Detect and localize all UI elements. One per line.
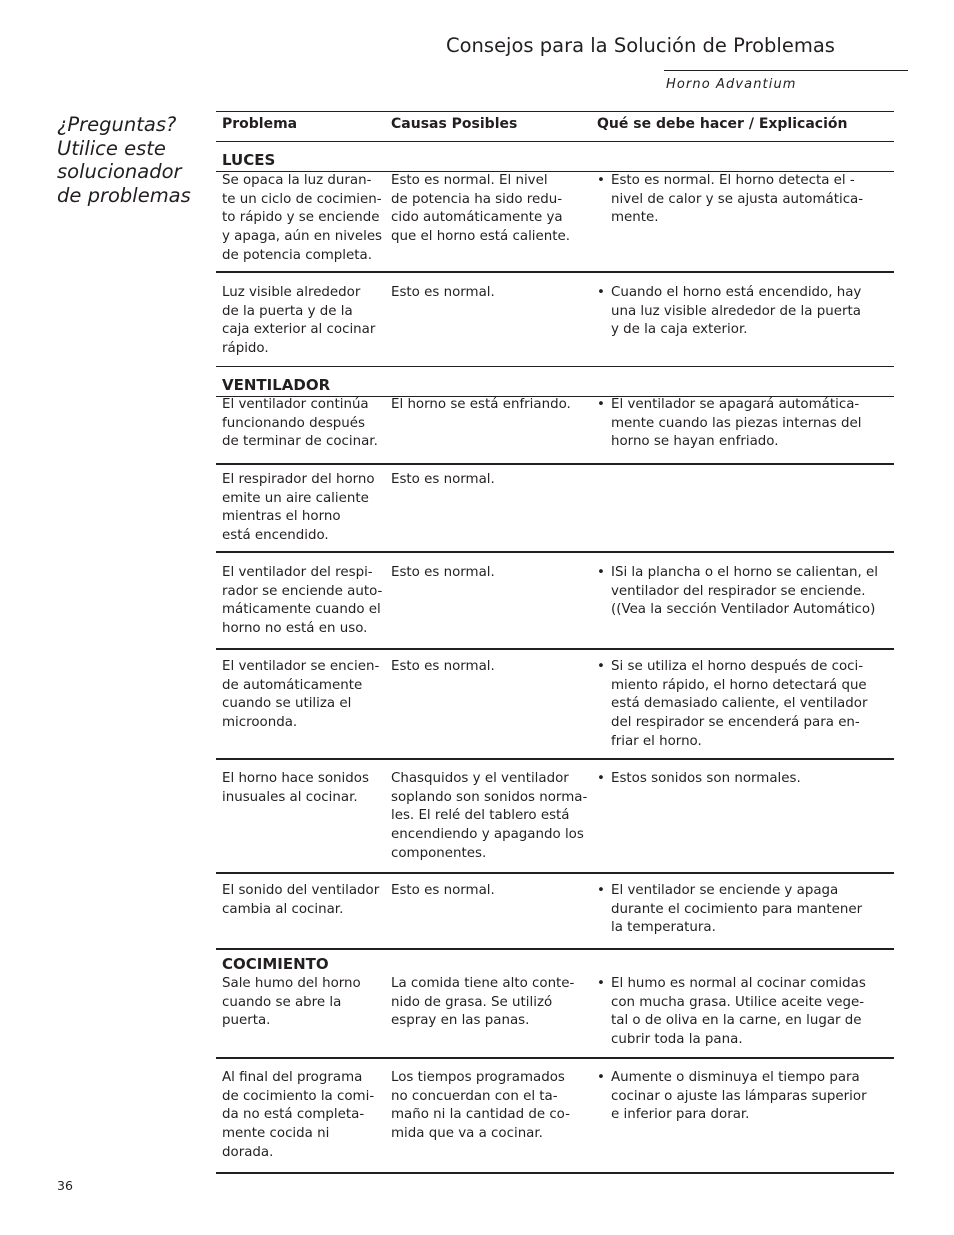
action-cell-line: y de la caja exterior. (611, 322, 748, 338)
cause-cell-line: Esto es normal. (391, 883, 495, 898)
table-rule (216, 948, 894, 950)
problem-cell (222, 1069, 374, 1163)
cause-cell (391, 770, 587, 864)
sidebar-heading-line: Utilice este (57, 136, 166, 160)
table-rule (216, 551, 894, 553)
sidebar-heading-line: de problemas (57, 183, 191, 207)
action-cell-line: cubrir toda la pana. (611, 1032, 743, 1048)
problem-cell (222, 882, 379, 919)
cause-cell-line: El horno se está enfriando. (391, 397, 571, 412)
action-cell-line: del respirador se encenderá para en- (611, 715, 860, 731)
cause-cell (391, 564, 495, 583)
cause-cell-line: no concuerdan con el ta- (391, 1088, 558, 1104)
cause-cell-line: maño ni la cantidad de co- (391, 1107, 570, 1123)
problem-cell-line: rápido. (222, 341, 269, 357)
action-cell-line: Estos sonidos son normales. (611, 771, 801, 786)
problem-cell (222, 564, 382, 639)
section-title: VENTILADOR (222, 376, 331, 394)
page-subtitle: Horno Advantium (666, 77, 797, 92)
column-header: Problema (222, 116, 298, 132)
table-rule (216, 463, 894, 465)
action-cell-line: miento rápido, el horno detectará que (611, 677, 867, 693)
cause-cell-line: Esto es normal. (391, 565, 495, 580)
problem-cell (222, 284, 375, 359)
problem-cell-line: El sonido del ventilador (222, 883, 380, 898)
sidebar-heading (57, 113, 191, 207)
cause-cell (391, 172, 570, 247)
cause-cell-line: de potencia ha sido redu- (391, 191, 563, 207)
section-title: LUCES (222, 151, 276, 169)
table-rule (216, 758, 894, 760)
problem-cell-line: rador se enciende auto- (222, 583, 383, 599)
action-cell-line: friar el horno. (611, 733, 702, 749)
action-cell-line: El humo es normal al cocinar comidas (611, 976, 866, 991)
action-cell-line: una luz visible alrededor de la puerta (611, 303, 861, 319)
action-cell (611, 172, 863, 228)
problem-cell-line: de potencia completa. (222, 247, 372, 263)
problem-cell-line: El horno hace sonidos (222, 771, 369, 786)
column-header: Causas Posibles (391, 116, 518, 132)
problem-cell-line: cuando se abre la (222, 994, 342, 1010)
problem-cell-line: Luz visible alrededor (222, 285, 361, 300)
action-cell (611, 396, 861, 452)
action-cell-line: nivel de calor y se ajusta automática- (611, 191, 864, 207)
page-number: 36 (57, 1178, 73, 1193)
problem-cell-line: de automáticamente (222, 677, 363, 693)
cause-cell (391, 975, 574, 1031)
problem-cell-line: máticamente cuando el (222, 602, 381, 618)
bullet-icon: • (597, 771, 605, 786)
action-cell-line: durante el cocimiento para mantener (611, 901, 863, 917)
problem-cell-line: está encendido. (222, 528, 329, 544)
bullet-icon: • (597, 285, 605, 300)
problem-cell (222, 770, 369, 807)
action-cell (611, 658, 867, 752)
problem-cell-line: emite un aire caliente (222, 490, 369, 506)
action-cell (611, 882, 862, 938)
problem-cell-line: caja exterior al cocinar (222, 322, 376, 338)
problem-cell (222, 471, 375, 546)
problem-cell-line: dorada. (222, 1144, 274, 1160)
problem-cell-line: Sale humo del horno (222, 976, 361, 991)
problem-cell-line: y apaga, aún en niveles (222, 229, 383, 245)
action-cell-line: mente. (611, 210, 659, 226)
problem-cell-line: de cocimiento la comi- (222, 1088, 375, 1104)
cause-cell-line: les. El relé del tablero está (391, 808, 570, 824)
problem-cell-line: microonda. (222, 715, 298, 731)
action-cell (611, 284, 861, 340)
problem-cell (222, 658, 379, 733)
cause-cell (391, 396, 571, 415)
table-rule (216, 141, 894, 142)
action-cell-line: Aumente o disminuya el tiempo para (611, 1070, 860, 1085)
action-cell-line: Si se utiliza el horno después de coci- (611, 659, 864, 674)
bullet-icon: • (597, 1070, 605, 1085)
problem-cell-line: mientras el horno (222, 509, 341, 525)
action-cell-line: horno se hayan enfriado. (611, 434, 779, 450)
cause-cell-line: que el horno está caliente. (391, 229, 570, 245)
sidebar-heading-line: solucionador (57, 160, 182, 183)
table-rule (216, 872, 894, 874)
cause-cell-line: nido de grasa. Se utilizó (391, 994, 553, 1010)
cause-cell-line: Esto es normal. (391, 472, 495, 487)
sidebar-heading-line: ¿Preguntas? (57, 113, 177, 136)
table-rule (216, 1172, 894, 1174)
problem-cell-line: cambia al cocinar. (222, 901, 344, 917)
table-rule (216, 366, 894, 367)
problem-cell-line: da no está completa- (222, 1107, 365, 1123)
action-cell-line: El ventilador se apagará automática- (611, 397, 860, 412)
action-cell-line: cocinar o ajuste las lámparas superior (611, 1088, 867, 1104)
page-title: Consejos para la Solución de Problemas (446, 34, 835, 57)
action-cell-line: Cuando el horno está encendido, hay (611, 285, 862, 300)
problem-cell-line: de la puerta y de la (222, 303, 353, 319)
action-cell-line: tal o de oliva en la carne, en lugar de (611, 1013, 862, 1029)
problem-cell-line: Al final del programa (222, 1070, 363, 1085)
action-cell (611, 1069, 867, 1125)
table-rule (216, 648, 894, 650)
problem-cell-line: El respirador del horno (222, 472, 375, 487)
bullet-icon: • (597, 173, 605, 188)
problem-cell-line: cuando se utiliza el (222, 696, 352, 712)
bullet-icon: • (597, 397, 605, 412)
problem-cell-line: to rápido y se enciende (222, 210, 380, 226)
bullet-icon: • (597, 883, 605, 898)
problem-cell-line: horno no está en uso. (222, 621, 368, 637)
cause-cell (391, 1069, 570, 1144)
action-cell (611, 975, 866, 1050)
problem-cell-line: El ventilador del respi- (222, 565, 373, 580)
bullet-icon: • (597, 659, 605, 674)
action-cell-line: El ventilador se enciende y apaga (611, 883, 839, 898)
cause-cell-line: soplando son sonidos norma- (391, 789, 588, 805)
cause-cell-line: Esto es normal. (391, 285, 495, 300)
problem-cell-line: puerta. (222, 1013, 271, 1029)
problem-cell (222, 172, 382, 266)
table-rule (216, 271, 894, 273)
problem-cell-line: te un ciclo de cocimien- (222, 191, 382, 207)
cause-cell-line: cido automáticamente ya (391, 210, 563, 226)
subtitle-rule (664, 70, 908, 71)
cause-cell-line: componentes. (391, 845, 487, 861)
bullet-icon: • (597, 565, 605, 580)
problem-cell-line: El ventilador se encien- (222, 659, 380, 674)
cause-cell-line: La comida tiene alto conte- (391, 976, 575, 991)
problem-cell-line: Se opaca la luz duran- (222, 173, 372, 188)
action-cell-line: ISi la plancha o el horno se calientan, el (611, 565, 879, 580)
problem-cell-line: inusuales al cocinar. (222, 789, 358, 805)
cause-cell-line: mida que va a cocinar. (391, 1126, 543, 1142)
cause-cell-line: Chasquidos y el ventilador (391, 771, 569, 786)
action-cell-line: con mucha grasa. Utilice aceite vege- (611, 994, 865, 1010)
section-title: COCIMIENTO (222, 955, 329, 973)
cause-cell (391, 658, 495, 677)
action-cell-line: mente cuando las piezas internas del (611, 415, 862, 431)
action-cell (611, 770, 801, 789)
problem-cell-line: mente cocida ni (222, 1126, 330, 1142)
action-cell (611, 564, 878, 620)
cause-cell-line: Esto es normal. (391, 659, 495, 674)
problem-cell-line: de terminar de cocinar. (222, 434, 378, 450)
action-cell-line: ((Vea la sección Ventilador Automático) (611, 602, 876, 618)
action-cell-line: e inferior para dorar. (611, 1107, 750, 1123)
problem-cell (222, 396, 378, 452)
column-header: Qué se debe hacer / Explicación (597, 116, 848, 132)
problem-cell-line: funcionando después (222, 415, 366, 431)
action-cell-line: está demasiado caliente, el ventilador (611, 696, 868, 712)
problem-cell (222, 975, 361, 1031)
action-cell-line: la temperatura. (611, 920, 716, 936)
cause-cell-line: Esto es normal. El nivel (391, 173, 548, 188)
action-cell-line: ventilador del respirador se enciende. (611, 583, 866, 599)
cause-cell (391, 284, 495, 303)
action-cell-line: Esto es normal. El horno detecta el - (611, 173, 855, 188)
problem-cell-line: El ventilador continúa (222, 397, 369, 412)
cause-cell-line: Los tiempos programados (391, 1070, 565, 1085)
table-rule (216, 111, 894, 112)
cause-cell-line: encendiendo y apagando los (391, 827, 584, 843)
cause-cell-line: espray en las panas. (391, 1013, 530, 1029)
cause-cell (391, 471, 495, 490)
table-rule (216, 1057, 894, 1059)
bullet-icon: • (597, 976, 605, 991)
cause-cell (391, 882, 495, 901)
